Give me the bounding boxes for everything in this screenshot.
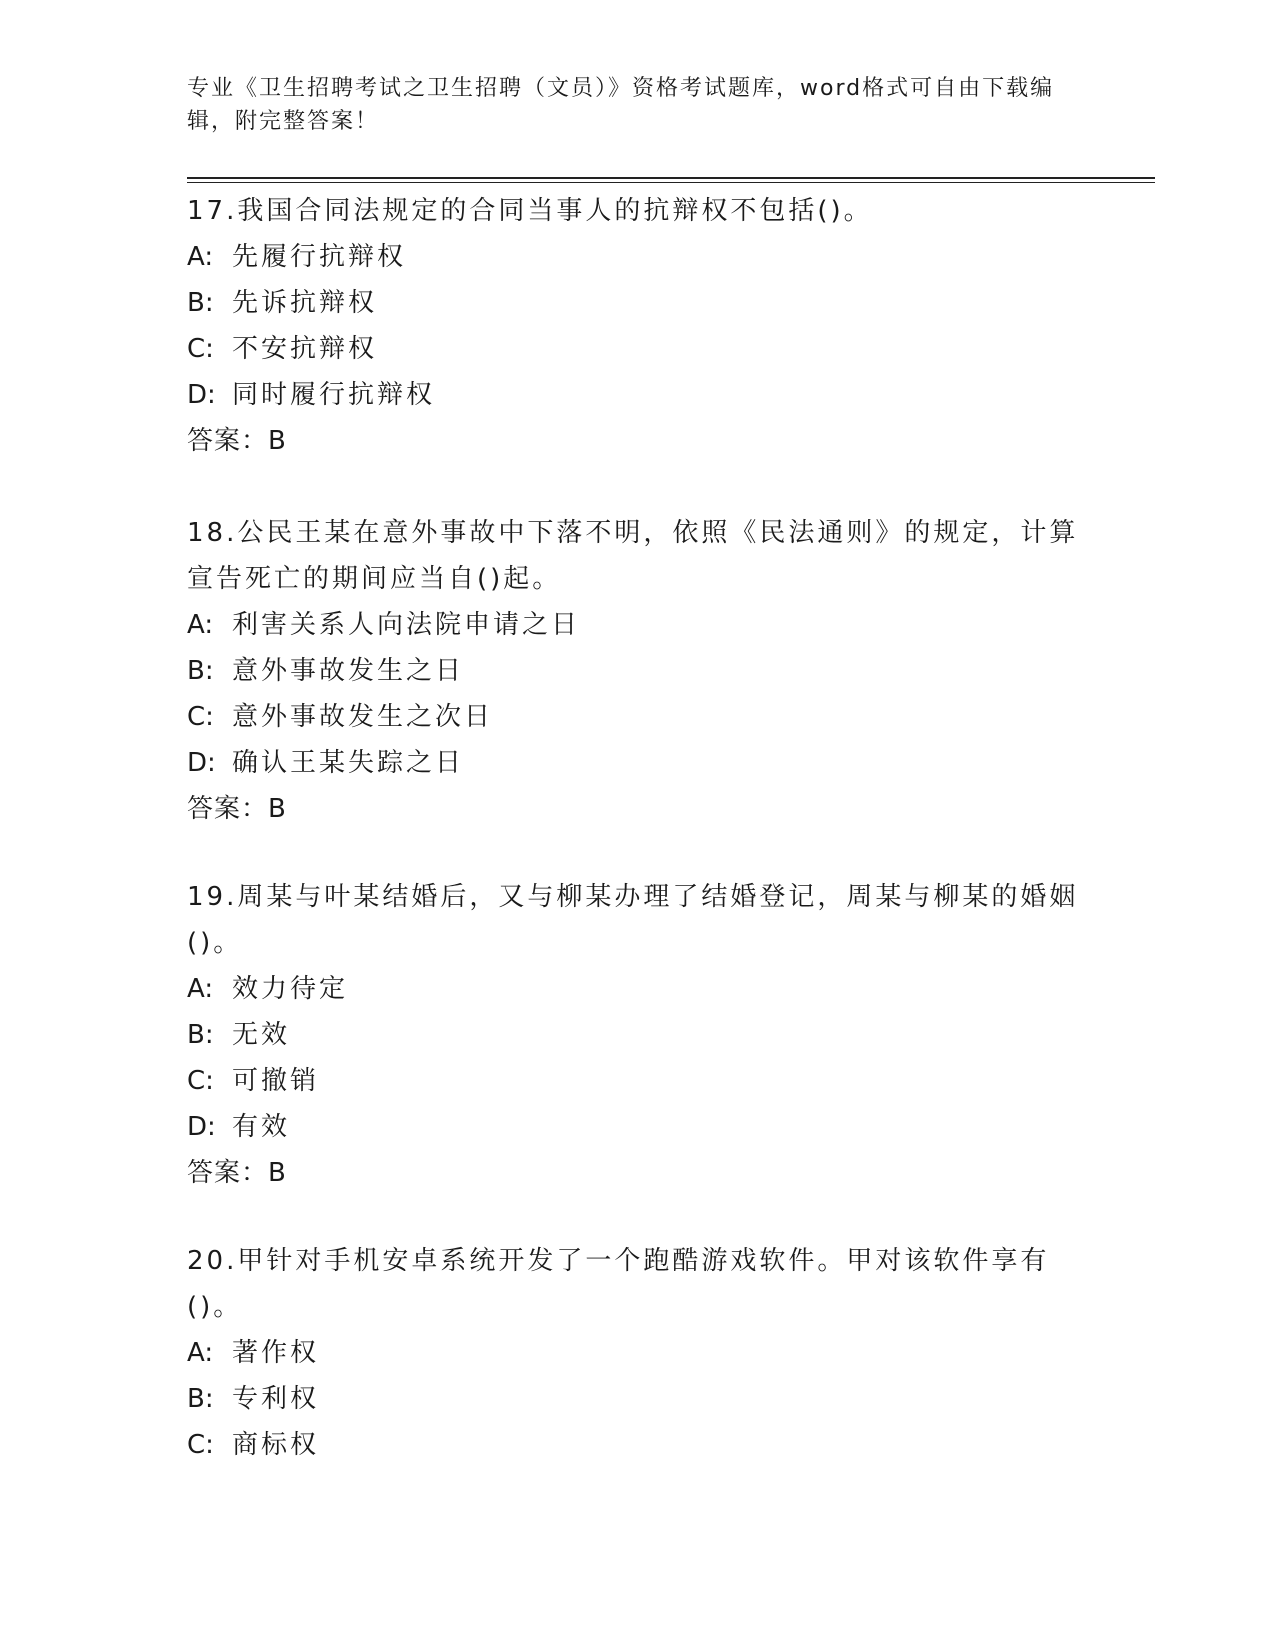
header-divider-thin xyxy=(187,182,1155,183)
option-letter: B: xyxy=(187,1020,214,1050)
option-letter: A: xyxy=(187,1338,214,1368)
option-a xyxy=(187,234,1087,280)
question-20 xyxy=(187,1238,1087,1468)
option-text: 确认王某失踪之日 xyxy=(232,748,465,778)
option-text: 效力待定 xyxy=(232,974,349,1004)
option-letter: D: xyxy=(187,1112,216,1142)
answer-line: 答案：B xyxy=(187,426,287,456)
option-b xyxy=(187,648,1087,694)
answer-line: 答案：B xyxy=(187,1158,287,1188)
option-b xyxy=(187,280,1087,326)
option-a xyxy=(187,966,1087,1012)
option-text: 利害关系人向法院申请之日 xyxy=(232,610,581,640)
option-text: 著作权 xyxy=(232,1338,320,1368)
option-a xyxy=(187,602,1087,648)
header-divider-thick xyxy=(187,177,1155,179)
answer-line: 答案：B xyxy=(187,794,287,824)
question-17 xyxy=(187,188,1087,464)
option-letter: B: xyxy=(187,656,214,686)
question-18 xyxy=(187,510,1087,832)
option-letter: D: xyxy=(187,380,216,410)
document-header: 专业《卫生招聘考试之卫生招聘（文员）》资格考试题库，word格式可自由下载编辑，附完整答案！ xyxy=(187,76,1055,134)
option-text: 不安抗辩权 xyxy=(232,334,378,364)
option-letter: C: xyxy=(187,702,214,732)
option-letter: D: xyxy=(187,748,216,778)
option-letter: B: xyxy=(187,1384,214,1414)
option-text: 意外事故发生之日 xyxy=(232,656,465,686)
option-letter: C: xyxy=(187,334,214,364)
option-text: 商标权 xyxy=(232,1430,320,1460)
option-c xyxy=(187,1058,1087,1104)
option-text: 专利权 xyxy=(232,1384,320,1414)
option-a xyxy=(187,1330,1087,1376)
question-19 xyxy=(187,874,1087,1196)
option-c xyxy=(187,326,1087,372)
option-letter: C: xyxy=(187,1066,214,1096)
option-d xyxy=(187,372,1087,418)
option-text: 无效 xyxy=(232,1020,291,1050)
option-text: 有效 xyxy=(232,1112,291,1142)
option-text: 先履行抗辩权 xyxy=(232,242,407,272)
option-letter: A: xyxy=(187,974,214,1004)
question-stem: 17.我国合同法规定的合同当事人的抗辩权不包括()。 xyxy=(187,196,873,226)
option-c xyxy=(187,694,1087,740)
option-letter: C: xyxy=(187,1430,214,1460)
question-stem: 19.周某与叶某结婚后，又与柳某办理了结婚登记，周某与柳某的婚姻()。 xyxy=(187,882,1079,958)
option-letter: A: xyxy=(187,610,214,640)
option-text: 意外事故发生之次日 xyxy=(232,702,494,732)
option-text: 可撤销 xyxy=(232,1066,320,1096)
option-b xyxy=(187,1012,1087,1058)
option-d xyxy=(187,1104,1087,1150)
option-c xyxy=(187,1422,1087,1468)
option-letter: B: xyxy=(187,288,214,318)
option-b xyxy=(187,1376,1087,1422)
option-letter: A: xyxy=(187,242,214,272)
question-stem: 20.甲针对手机安卓系统开发了一个跑酷游戏软件。甲对该软件享有()。 xyxy=(187,1246,1050,1322)
question-stem: 18.公民王某在意外事故中下落不明，依照《民法通则》的规定，计算宣告死亡的期间应当自()起。 xyxy=(187,518,1079,594)
option-text: 同时履行抗辩权 xyxy=(232,380,436,410)
option-d xyxy=(187,740,1087,786)
option-text: 先诉抗辩权 xyxy=(232,288,378,318)
